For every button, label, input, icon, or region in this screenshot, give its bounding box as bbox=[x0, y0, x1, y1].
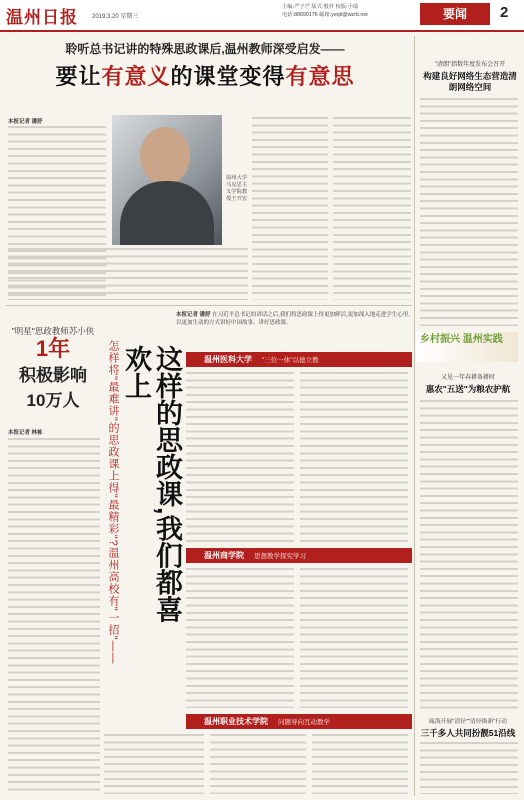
right-story-2-body bbox=[420, 400, 518, 710]
editors-info bbox=[282, 4, 402, 19]
vocational-column-3 bbox=[312, 734, 408, 794]
right-story-1-kicker: "清朗"指数年度发布会召开 bbox=[434, 62, 506, 68]
right-story-2-headline: 惠农"五送"为粮农护航 bbox=[425, 384, 511, 394]
section-bar-vocational bbox=[186, 714, 412, 729]
wmu-column-2 bbox=[300, 372, 408, 542]
stat-text: 积极影响 bbox=[19, 366, 87, 385]
portrait-body bbox=[120, 181, 214, 245]
headline-highlight: 有意思 bbox=[285, 64, 355, 89]
stat-number: 1年 bbox=[35, 336, 71, 361]
right-story-1-headline: 构建良好网络生态营造清朗网络空间 bbox=[423, 71, 517, 92]
issue-date: 2019.3.20 星期三 bbox=[92, 14, 139, 20]
lead-headline bbox=[20, 60, 390, 91]
portrait-photo bbox=[112, 115, 222, 245]
editors-line: 主编:严子芒 版式:殷祥 校版:小瑞 bbox=[282, 4, 359, 10]
section-tab: 要闻 bbox=[420, 3, 490, 25]
vocational-column-1 bbox=[104, 734, 204, 794]
section-sub: 问题导向互动教学 bbox=[278, 719, 330, 726]
headline-highlight: 有意义 bbox=[101, 64, 171, 89]
business-column-2 bbox=[300, 568, 408, 708]
newspaper-logo: 温州日报 bbox=[6, 8, 78, 28]
right-story-3-title bbox=[418, 716, 518, 739]
lead-byline: 本报记者 潘舒 bbox=[8, 119, 43, 125]
rural-revival-banner bbox=[416, 332, 518, 362]
business-column-1 bbox=[186, 568, 294, 708]
section-bar-business bbox=[186, 548, 412, 563]
right-story-1-title bbox=[422, 60, 518, 93]
stat-byline: 本报记者 林栋 bbox=[8, 430, 43, 436]
quote-credit: 本报记者 潘舒 bbox=[176, 312, 211, 318]
quote-intro bbox=[176, 312, 414, 344]
portrait-head bbox=[140, 127, 190, 185]
right-story-3-headline: 三千多人共同扮靓51沿线 bbox=[420, 728, 516, 738]
vertical-headline: 这样的思政课,我们都喜欢上 bbox=[121, 345, 182, 623]
stat-body bbox=[8, 438, 100, 794]
vertical-kicker: 怎样将"最难讲"的思政课上得"最精彩"?温州高校有"一招"—— bbox=[107, 340, 119, 665]
lead-column-1b bbox=[8, 248, 248, 300]
headline-part: 要让 bbox=[55, 64, 102, 89]
banner-text: 乡村振兴 温州实践 bbox=[420, 334, 503, 345]
section-bar-wmu bbox=[186, 352, 412, 367]
contact-line: 电话:88690176 邮箱:yeqit@wzrb.net bbox=[282, 11, 368, 18]
section-name: 温州医科大学 bbox=[204, 355, 252, 364]
right-story-2-title bbox=[418, 372, 518, 395]
section-name: 温州商学院 bbox=[204, 551, 244, 560]
column-divider bbox=[414, 36, 415, 796]
photo-caption: 温州大学马克思主义学院教授王开宏 bbox=[226, 175, 248, 202]
right-story-1-body bbox=[420, 98, 518, 326]
lead-column-2 bbox=[252, 117, 328, 300]
section-name: 温州职业技术学院 bbox=[204, 717, 268, 726]
right-story-2-kicker: 又见一年春耕备耕时 bbox=[440, 375, 495, 381]
stat-text: 10万人 bbox=[26, 391, 80, 410]
stat-label: "明星"思政教师苏小侠 bbox=[11, 326, 95, 336]
right-story-3-kicker: 瓯海开展"清径""清径焕新"行动 bbox=[429, 719, 507, 725]
section-sub: "三位一体"以德立教 bbox=[262, 357, 319, 364]
right-story-3-body bbox=[420, 742, 518, 794]
section-sub: 思想教学探究学习 bbox=[254, 553, 306, 560]
headline-part: 的课堂变得 bbox=[170, 64, 286, 89]
lead-kicker: 聆听总书记讲的特殊思政课后,温州教师深受启发—— bbox=[65, 42, 345, 56]
page-number: 2 bbox=[500, 4, 509, 21]
quote-text: 在习近平总书记的讲话之后,我们将思政课上得更加鲜活,更加深入地走进学生心里,以更加生动的方式讲好中国故事、讲好思政课。 bbox=[176, 312, 411, 326]
stat-sidebar bbox=[8, 322, 98, 422]
wmu-column-1 bbox=[186, 372, 294, 542]
vocational-column-2 bbox=[210, 734, 306, 794]
lead-column-3 bbox=[333, 117, 411, 300]
section-divider bbox=[6, 305, 412, 306]
